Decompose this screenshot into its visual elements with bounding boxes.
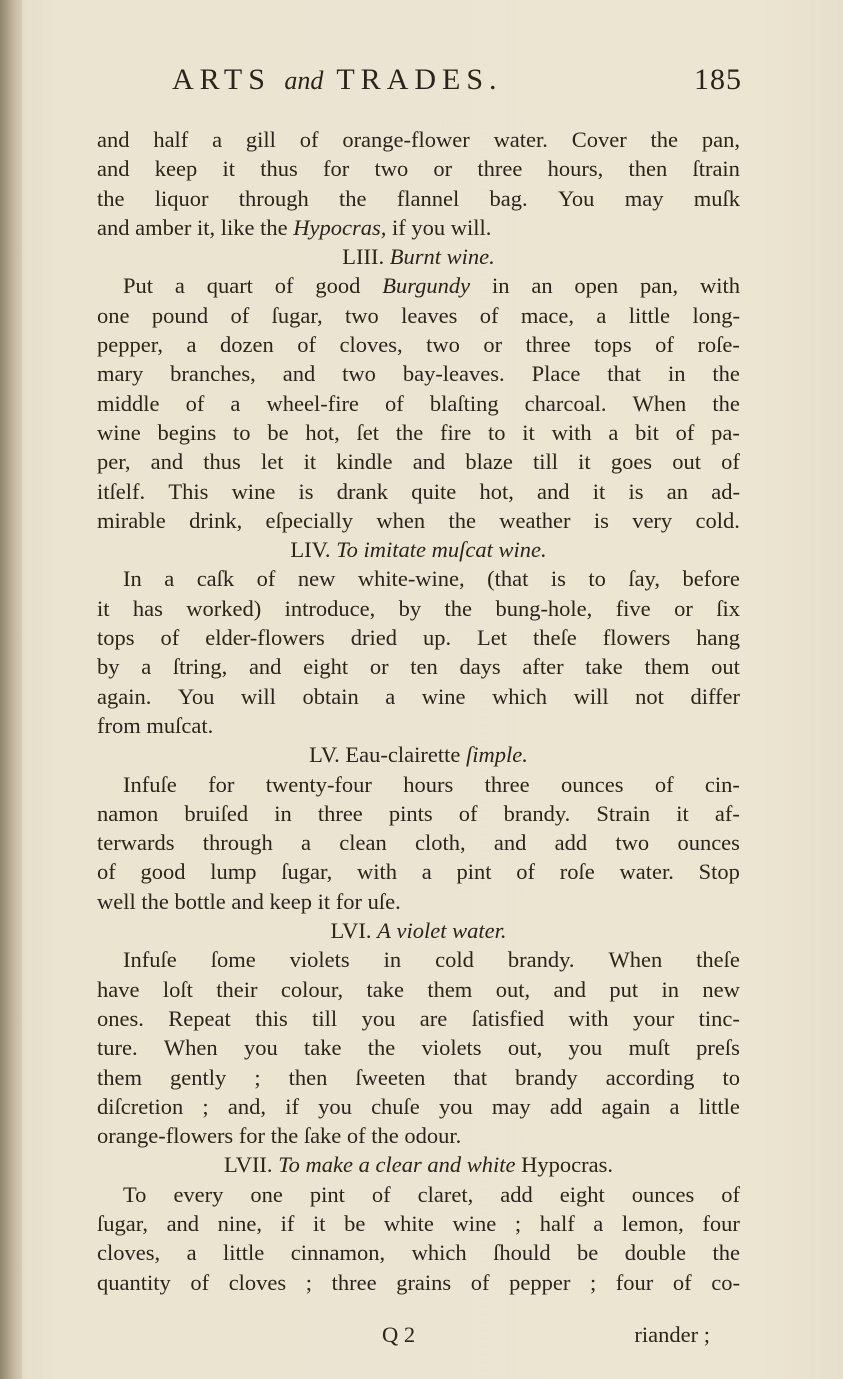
text-line: it has worked) introduce, by the bung-hole, five or ſix: [97, 595, 740, 621]
text-line: orange-flowers for the ſake of the odour.: [97, 1123, 462, 1149]
page-footer: [97, 1320, 740, 1350]
text-line: mirable drink, eſpecially when the weather is very cold.: [97, 507, 740, 533]
running-head-title: [172, 62, 503, 99]
text-line: again. You will obtain a wine which will not differ: [97, 683, 740, 709]
text-line: terwards through a clean cloth, and add two ounces: [97, 830, 740, 856]
text-line: quantity of cloves ; three grains of pepper ; four of co-: [97, 1269, 740, 1295]
text-line: tops of elder-flowers dried up. Let theſe flowers hang: [97, 625, 740, 651]
text-line: per, and thus let it kindle and blaze till it goes out of: [97, 449, 740, 475]
text-line: them gently ; then ſweeten that brandy according to: [97, 1064, 740, 1090]
text-line: ture. When you take the violets out, you muſt preſs: [97, 1035, 740, 1061]
text-line: by a ſtring, and eight or ten days after take them out: [97, 654, 740, 680]
page-gutter: [0, 0, 22, 1379]
running-head: [172, 62, 742, 98]
catchword: riander ;: [634, 1322, 710, 1347]
text-line: from muſcat.: [97, 712, 214, 738]
text-line: middle of a wheel-fire of blaſting charcoal. When the: [97, 390, 740, 416]
running-head-word: ARTS: [172, 63, 271, 96]
text-line: the liquor through the flannel bag. You may muſk: [97, 185, 740, 211]
text-line: one pound of ſugar, two leaves of mace, a little long-: [97, 302, 740, 328]
text-line: Infuſe ſome violets in cold brandy. When theſe: [123, 947, 740, 973]
text-line: diſcretion ; and, if you chuſe you may add again a little: [97, 1093, 740, 1119]
text-line: and keep it thus for two or three hours, then ſtrain: [97, 156, 740, 182]
text-line: have loſt their colour, take them out, and put in new: [97, 976, 740, 1002]
signature-mark: Q 2: [382, 1322, 416, 1347]
text-line: ſugar, and nine, if it be white wine ; half a lemon, four: [97, 1210, 740, 1236]
text-line: To every one pint of claret, add eight ounces of: [123, 1181, 740, 1207]
text-line: In a caſk of new white-wine, (that is to ſay, before: [123, 566, 740, 592]
body-text: [97, 125, 740, 1297]
text-line: well the bottle and keep it for uſe.: [97, 888, 401, 914]
text-line: ones. Repeat this till you are ſatisfied with your tinc-: [97, 1005, 740, 1031]
running-head-and: and: [284, 66, 324, 95]
text-line: and amber it, like the Hypocras, if you will.: [97, 214, 492, 240]
section-heading: LIII. Burnt wine.: [342, 244, 495, 270]
text-line: cloves, a little cinnamon, which ſhould be double the: [97, 1240, 740, 1266]
text-line: pepper, a dozen of cloves, two or three tops of roſe-: [97, 332, 740, 358]
text-line: itſelf. This wine is drank quite hot, and it is an ad-: [97, 478, 740, 504]
text-line: of good lump ſugar, with a pint of roſe water. Stop: [97, 859, 740, 885]
text-line: mary branches, and two bay-leaves. Place that in the: [97, 361, 740, 387]
section-heading: LVI. A violet water.: [330, 918, 507, 944]
text-line: Infuſe for twenty-four hours three ounces of cin-: [123, 771, 740, 797]
section-heading: LVII. To make a clear and white Hypocras.: [224, 1152, 613, 1178]
running-head-word: TRADES.: [336, 63, 503, 96]
text-line: namon bruiſed in three pints of brandy. Strain it af-: [97, 800, 740, 826]
text-line: Put a quart of good Burgundy in an open pan, with: [123, 273, 740, 299]
page-number: 185: [694, 63, 742, 96]
text-line: wine begins to be hot, ſet the fire to it with a bit of pa-: [97, 419, 740, 445]
section-heading: LIV. To imitate muſcat wine.: [290, 537, 547, 563]
text-line: and half a gill of orange-flower water. Cover the pan,: [97, 127, 740, 152]
section-heading: LV. Eau-clairette ſimple.: [309, 742, 528, 768]
